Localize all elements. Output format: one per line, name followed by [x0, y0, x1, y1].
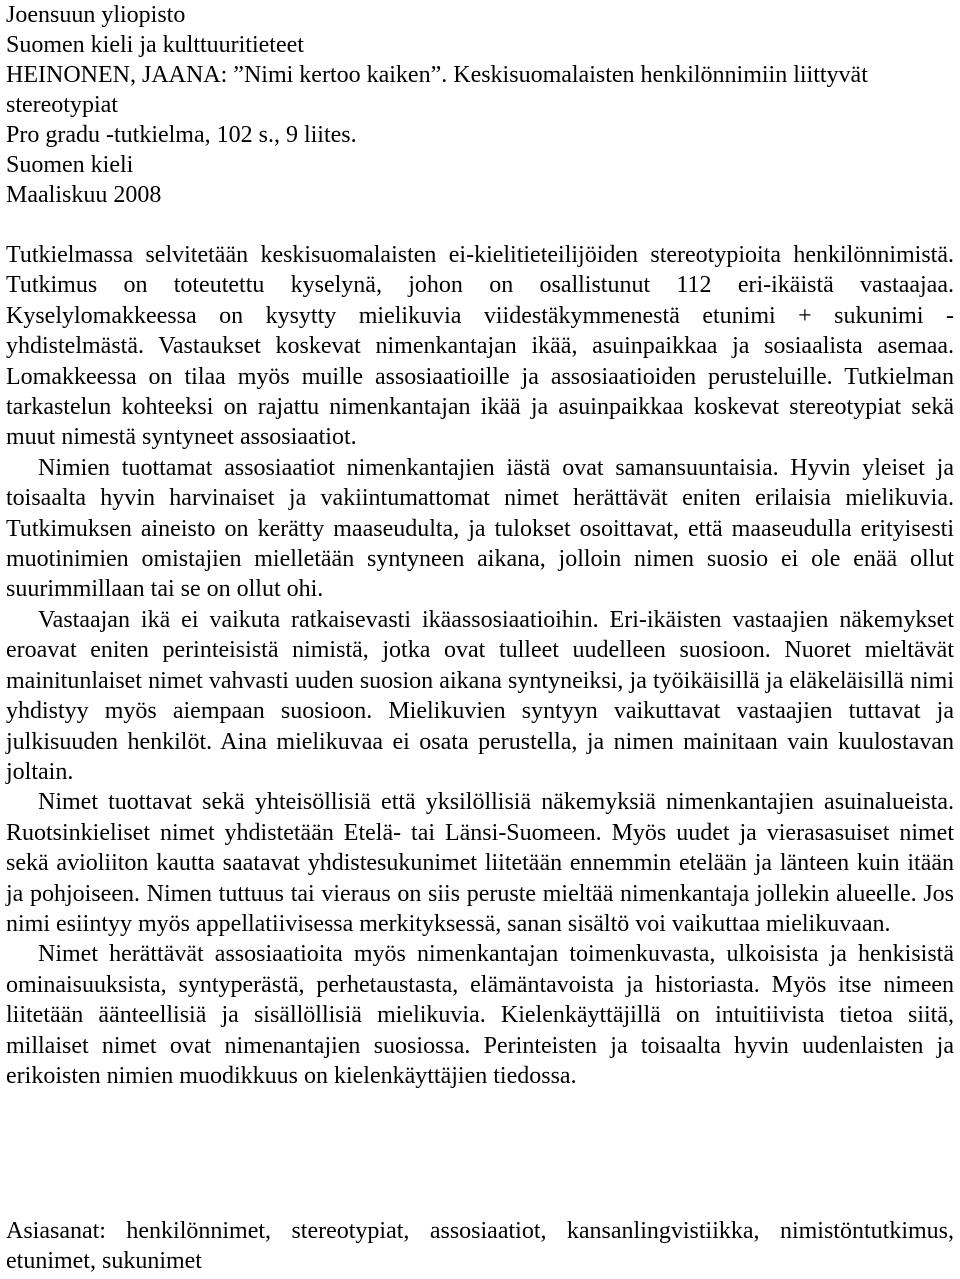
- date: Maaliskuu 2008: [6, 182, 162, 208]
- abstract-paragraph-3: Vastaajan ikä ei vaikuta ratkaisevasti ikäassosiaatioihin. Eri-ikäisten vastaajien näkemykset eroavat eniten perinteisistä nimistä, jotka ovat tulleet uudelleen suosioon. Nuoret mieltävät mainitunlaiset nimet vahvasti uuden suosion aikana syntyneiksi, ja työikäisillä ja eläkeläisillä nimi yhdistyy myös aiempaan suosioon. Mielikuvien syntyyn vaikuttavat vastaajien tuttavat ja julkisuuden henkilöt. Aina mielikuvaa ei osata perustella, ja nimen mainitaan vain kuulostavan joltain.: [6, 606, 954, 785]
- document-header: [6, 0, 954, 210]
- abstract-paragraph-4: Nimet tuottavat sekä yhteisöllisiä että yksilöllisiä näkemyksiä nimenkantajien asuinalueista. Ruotsinkieliset nimet yhdistetään Etelä- tai Länsi-Suomeen. Myös uudet ja vierasasuiset nimet sekä avioliiton kautta saatavat yhdistesukunimet liitetään ennemmin etelään ja länteen kuin itään ja pohjoiseen. Nimen tuttuus tai vieraus on siis peruste mieltää nimenkantaja jollekin alueelle. Jos nimi esiintyy myös appellatiivisessa merkityksessä, sanan sisältö voi vaikuttaa mielikuvaan.: [6, 789, 954, 937]
- abstract: [6, 240, 954, 1091]
- abstract-paragraph-2: Nimien tuottamat assosiaatiot nimenkantajien iästä ovat samansuuntaisia. Hyvin yleiset ja toisaalta hyvin harvinaiset ja vakiintumattomat nimet herättävät eniten erilaisia mielikuvia. Tutkimuksen aineisto on kerätty maaseudulta, ja tulokset osoittavat, että maaseudulla erityisesti muotinimien omistajien mielletään syntyneen aikana, jolloin nimen suosio ei ole enää ollut suurimmillaan tai se on ollut ohi.: [6, 454, 954, 603]
- subject: Suomen kieli: [6, 152, 134, 178]
- university-name: Joensuun yliopisto: [6, 2, 186, 28]
- abstract-paragraph-1: Tutkielmassa selvitetään keskisuomalaisten ei-kielitieteilijöiden stereotypioita henkilönnimistä. Tutkimus on toteutettu kyselynä, johon on osallistunut 112 eri-ikäistä vastaajaa. Kyselylomakkeessa on kysytty mielikuvia viidestäkymmenestä etunimi + sukunimi -yhdistelmästä. Vastaukset koskevat nimenkantajan ikää, asuinpaikkaa ja sosiaalista asemaa. Lomakkeessa on tilaa myös muille assosiaatioille ja assosiaatioiden perusteluille. Tutkielman tarkastelun kohteeksi on rajattu nimenkantajan ikää ja asuinpaikkaa koskevat stereotypiat sekä muut nimestä syntyneet assosiaatiot.: [6, 242, 954, 451]
- thesis-title-line-2: stereotypiat: [6, 92, 118, 118]
- abstract-paragraph-5: Nimet herättävät assosiaatioita myös nimenkantajan toimenkuvasta, ulkoisista ja henkisistä ominaisuuksista, syntyperästä, perhetaustasta, elämäntavoista ja historiasta. Myös itse nimeen liitetään äänteellisiä ja sisällöllisiä mielikuvia. Kielenkäyttäjillä on intuitiivista tietoa siitä, millaiset nimet ovat nimenantajien suosiossa. Perinteisten ja toisaalta hyvin uudenlaisten ja erikoisten nimien muodikkuus on kielenkäyttäjien tiedossa.: [6, 941, 954, 1089]
- document-page: [6, 0, 954, 1274]
- thesis-title-line-1: HEINONEN, JAANA: ”Nimi kertoo kaiken”. Keskisuomalaisten henkilönnimiin liittyvät: [6, 62, 868, 88]
- thesis-info: Pro gradu -tutkielma, 102 s., 9 liites.: [6, 122, 357, 148]
- department-name: Suomen kieli ja kulttuuritieteet: [6, 32, 304, 58]
- keywords: Asiasanat: henkilönnimet, stereotypiat, assosiaatiot, kansanlingvistiikka, nimistöntutkimus, etunimet, sukunimet: [6, 1218, 954, 1274]
